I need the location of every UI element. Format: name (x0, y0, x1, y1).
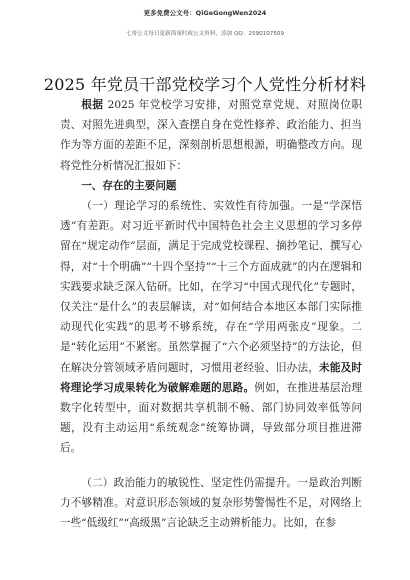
paragraph-theory-study-bold: 未能及时将理论学习成果转化为破解难题的思路。 (60, 361, 363, 394)
document-title: 2025 年党员干部党校学习个人党性分析材料 (43, 75, 367, 94)
paragraph-theory-study-rest: 例如，在推进基层治理数字化转型中，面对数据共享机制不畅、部门协同效率低等问题，没有主动运用“系统观念”统筹协调，导致部分项目推进滞后。 (60, 381, 363, 455)
section-heading-1: 一、存在的主要问题 (81, 179, 177, 192)
paragraph-theory-study (60, 196, 362, 459)
paragraph-theory-study-text: （一）理论学习的系统性、实效性有待加强。一是“学深悟透”有差距。对习近平新时代中国特色社会主义思想的学习多停留在“规定动作”层面，满足于完成党校课程、摘抄笔记、撰写心得，对“十个明确”“十四个坚持”“十三个方面成就”的内在逻辑和实践要求缺乏深入钻研。比如，在学习“中国式现代化”专题时，仅关注“是什么”的表层解读，对“如何结合本地区本部门实际推动现代化实践”的思考不够系统，存在“学用两张皮”现象。二是“转化运用”不紧密。虽然掌握了“六个必须坚持”的方法论，但在解决分管领域矛盾问题时，习惯用老经验、旧办法， (60, 200, 362, 374)
document-body (60, 95, 362, 533)
intro-lead: 根据 (81, 99, 104, 111)
paragraph-political-ability: （二）政治能力的敏锐性、坚定性仍需提升。一是政治判断力不够精准。对意识形态领域的复杂形势警惕性不足，对网络上一些“低级红”“高级黑”言论缺乏主动辨析能力。比如，在参 (60, 476, 362, 530)
header-promo-line: 更多免费公文号：QiGeGongWen2024 (143, 9, 267, 17)
intro-body: 2025 年党校学习安排，对照党章党规、对照岗位职责、对照先进典型，深入查摆自身在党性修养、政治能力、担当作为等方面的差距不足，深刻剖析思想根源，明确整改方向。现将党性分析情况汇报如下： (60, 99, 363, 172)
header-contact-line: 七哥公文每日更新海量时政公文资料，添加 QQ：2590107509 (125, 31, 285, 37)
intro-paragraph (60, 95, 362, 176)
